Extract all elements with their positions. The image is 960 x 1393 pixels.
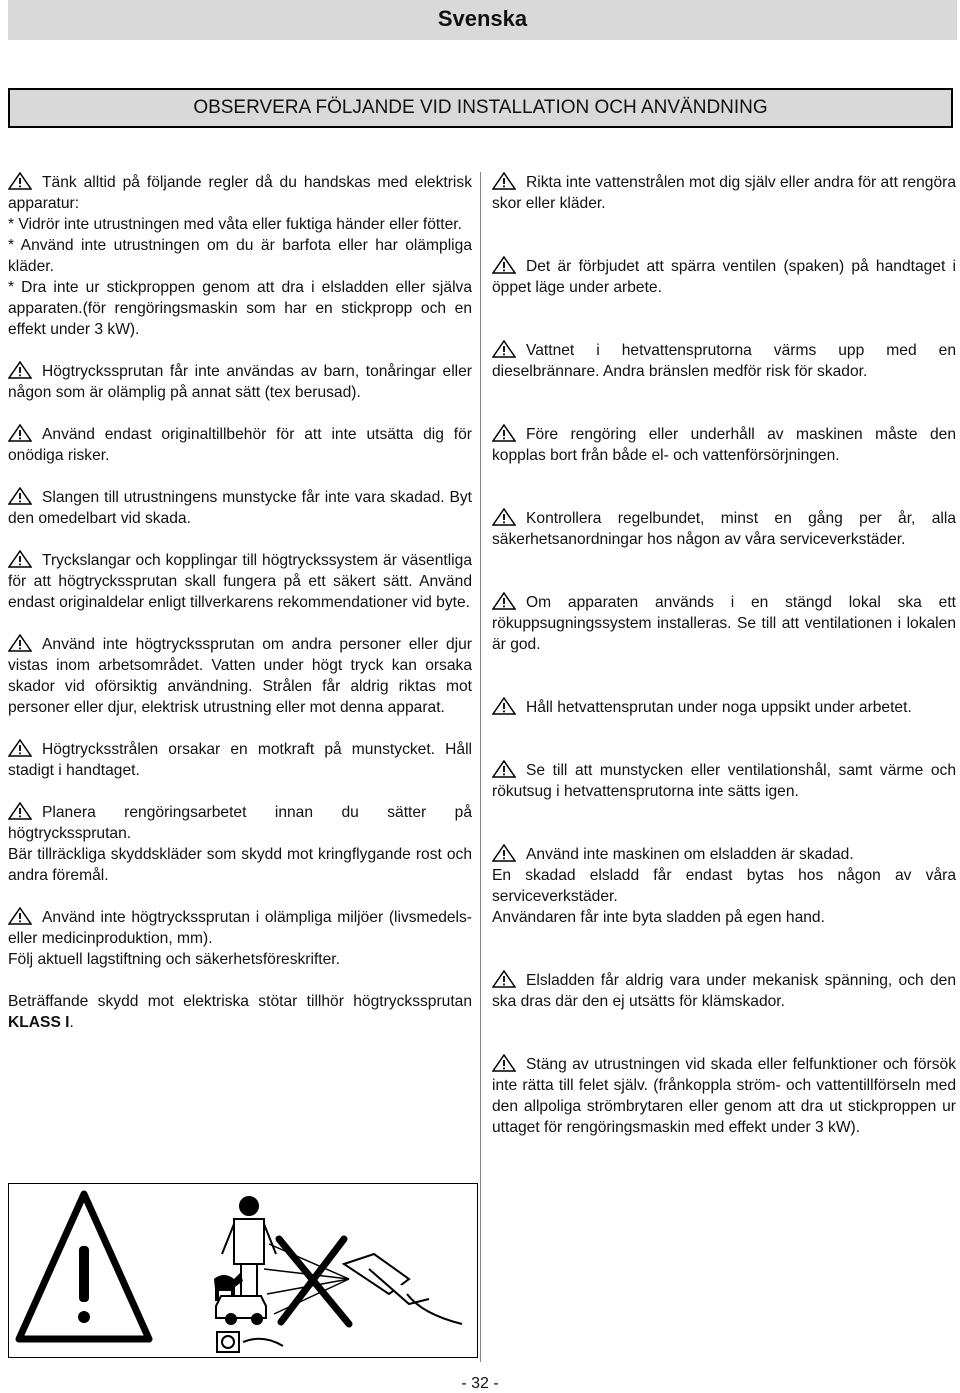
warning-paragraph bbox=[492, 172, 956, 214]
warning-paragraph bbox=[8, 550, 472, 613]
section-heading: OBSERVERA FÖLJANDE VID INSTALLATION OCH ANVÄNDNING bbox=[8, 88, 953, 128]
warning-triangle-icon bbox=[8, 739, 32, 757]
warning-triangle-icon bbox=[8, 487, 32, 505]
warning-triangle-icon bbox=[492, 340, 516, 358]
warning-triangle-icon bbox=[8, 550, 32, 568]
warning-paragraph bbox=[8, 634, 472, 718]
warning-paragraph bbox=[8, 907, 472, 970]
warning-triangle-icon bbox=[8, 361, 32, 379]
warning-triangle-icon bbox=[492, 1054, 516, 1072]
warning-triangle-icon bbox=[492, 844, 516, 862]
language-title: Svenska bbox=[437, 6, 528, 31]
class-note-end: . bbox=[69, 1014, 74, 1031]
class-note-bold: KLASS I bbox=[8, 1014, 70, 1031]
paragraph-text: Vattnet i hetvattensprutorna värms upp med en dieselbrännare. Andra bränslen medför risk för skador. bbox=[492, 342, 956, 380]
paragraph-text: Tänk alltid på följande regler då du handskas med elektrisk apparatur: * Vidrör inte utrustningen med våta eller fuktiga händer eller fötter. * Använd inte utrustningen om du är barfota eller har olämpliga kläder. * Dra inte ur stickproppen genom att dra i elsladden eller själva apparaten.(för rengöringsmaskin som har en stickpropp och en effekt under 3 kW). bbox=[8, 174, 472, 338]
spray-gun-icon bbox=[344, 1254, 462, 1324]
paragraph-text: Om apparaten används i en stängd lokal ska ett rökuppsugningssystem installeras. Se till att ventilationen i lokalen är god. bbox=[492, 594, 956, 653]
warning-paragraph bbox=[492, 697, 956, 718]
warning-triangle-icon bbox=[8, 172, 32, 190]
warning-paragraph bbox=[492, 508, 956, 550]
warning-triangle-icon bbox=[492, 592, 516, 610]
paragraph-text: Stäng av utrustningen vid skada eller felfunktioner och försök inte rätta till felet själv. (frånkoppla ström- och vattentillförseln med den allpoliga strömbrytaren eller genom att dra ut stickproppen ur uttaget för rengöringsmaskin med effekt under 3 kW). bbox=[492, 1056, 956, 1136]
warning-triangle-icon bbox=[492, 697, 516, 715]
paragraph-text: Använd inte maskinen om elsladden är skadad. En skadad elsladd får endast bytas hos någon av våra serviceverkstäder. Användaren får inte byta sladden på egen hand. bbox=[492, 846, 956, 926]
warning-paragraph bbox=[492, 760, 956, 802]
column-divider bbox=[480, 172, 481, 1362]
paragraph-text: Tryckslangar och kopplingar till högtryckssystem är väsentliga för att högtryckssprutan skall fungera på ett säkert sätt. Använd endast originaldelar enligt tillverkarens rekommendationer vid byte. bbox=[8, 552, 472, 611]
warning-paragraph bbox=[8, 172, 472, 340]
power-socket-icon bbox=[217, 1332, 283, 1352]
car-pictogram-icon bbox=[216, 1296, 266, 1324]
safety-pictogram bbox=[8, 1183, 478, 1358]
paragraph-text: Använd inte högtryckssprutan i olämpliga miljöer (livsmedels- eller medicinproduktion, mm). Följ aktuell lagstiftning och säkerhetsföreskrifter. bbox=[8, 909, 472, 968]
warning-triangle-icon bbox=[8, 424, 32, 442]
paragraph-text: Före rengöring eller underhåll av maskinen måste den kopplas bort från både el- och vattenförsörjningen. bbox=[492, 426, 956, 464]
paragraph-text: Rikta inte vattenstrålen mot dig själv eller andra för att rengöra skor eller kläder. bbox=[492, 174, 956, 212]
warning-triangle-icon bbox=[492, 508, 516, 526]
warning-triangle-icon bbox=[8, 634, 32, 652]
paragraph-text: Kontrollera regelbundet, minst en gång per år, alla säkerhetsanordningar hos någon av våra serviceverkstäder. bbox=[492, 510, 956, 548]
paragraph-text: Slangen till utrustningens munstycke får inte vara skadad. Byt den omedelbart vid skada. bbox=[8, 489, 472, 527]
large-warning-triangle-icon bbox=[19, 1194, 149, 1339]
right-column bbox=[492, 172, 956, 1138]
warning-paragraph bbox=[492, 592, 956, 655]
paragraph-text: Använd inte högtryckssprutan om andra personer eller djur vistas inom arbetsområdet. Vatten under högt tryck kan orsaka skador vid oförsiktig användning. Strålen får aldrig riktas mot personer eller djur, elektrisk utrustning eller mot denna apparat. bbox=[8, 636, 472, 716]
warning-paragraph bbox=[492, 844, 956, 928]
warning-paragraph bbox=[492, 970, 956, 1012]
paragraph-text: Använd endast originaltillbehör för att inte utsätta dig för onödiga risker. bbox=[8, 426, 472, 464]
warning-triangle-icon bbox=[492, 172, 516, 190]
class-note bbox=[8, 991, 472, 1033]
class-note-text: Beträffande skydd mot elektriska stötar tillhör högtryckssprutan bbox=[8, 993, 472, 1010]
left-column bbox=[8, 172, 472, 1033]
paragraph-text: Planera rengöringsarbetet innan du sätter på högtryckssprutan. Bär tillräckliga skyddskläder som skydd mot kringflygande rost och andra föremål. bbox=[8, 804, 472, 884]
warning-triangle-icon bbox=[8, 907, 32, 925]
warning-paragraph bbox=[8, 802, 472, 886]
warning-paragraph bbox=[492, 340, 956, 382]
warning-paragraph bbox=[8, 487, 472, 529]
paragraph-text: Elsladden får aldrig vara under mekanisk spänning, och den ska dras där den ej utsätts för klämskador. bbox=[492, 972, 956, 1010]
paragraph-text: Det är förbjudet att spärra ventilen (spaken) på handtaget i öppet läge under arbete. bbox=[492, 258, 956, 296]
paragraph-text: Högtrycksstrålen orsakar en motkraft på munstycket. Håll stadigt i handtaget. bbox=[8, 741, 472, 779]
warning-triangle-icon bbox=[492, 256, 516, 274]
paragraph-text: Håll hetvattensprutan under noga uppsikt under arbetet. bbox=[526, 699, 912, 716]
warning-paragraph bbox=[8, 739, 472, 781]
warning-paragraph bbox=[8, 424, 472, 466]
warning-paragraph bbox=[8, 361, 472, 403]
warning-triangle-icon bbox=[8, 802, 32, 820]
warning-paragraph bbox=[492, 1054, 956, 1138]
language-header bbox=[8, 0, 957, 40]
warning-triangle-icon bbox=[492, 424, 516, 442]
page-number: - 32 - bbox=[461, 1375, 499, 1392]
paragraph-text: Högtryckssprutan får inte användas av barn, tonåringar eller någon som är olämplig på annat sätt (tex berusad). bbox=[8, 363, 472, 401]
warning-paragraph bbox=[492, 424, 956, 466]
warning-triangle-icon bbox=[492, 970, 516, 988]
warning-triangle-icon bbox=[492, 760, 516, 778]
paragraph-text: Se till att munstycken eller ventilationshål, samt värme och rökutsug i hetvattensprutorna inte sätts igen. bbox=[492, 762, 956, 800]
warning-paragraph bbox=[492, 256, 956, 298]
